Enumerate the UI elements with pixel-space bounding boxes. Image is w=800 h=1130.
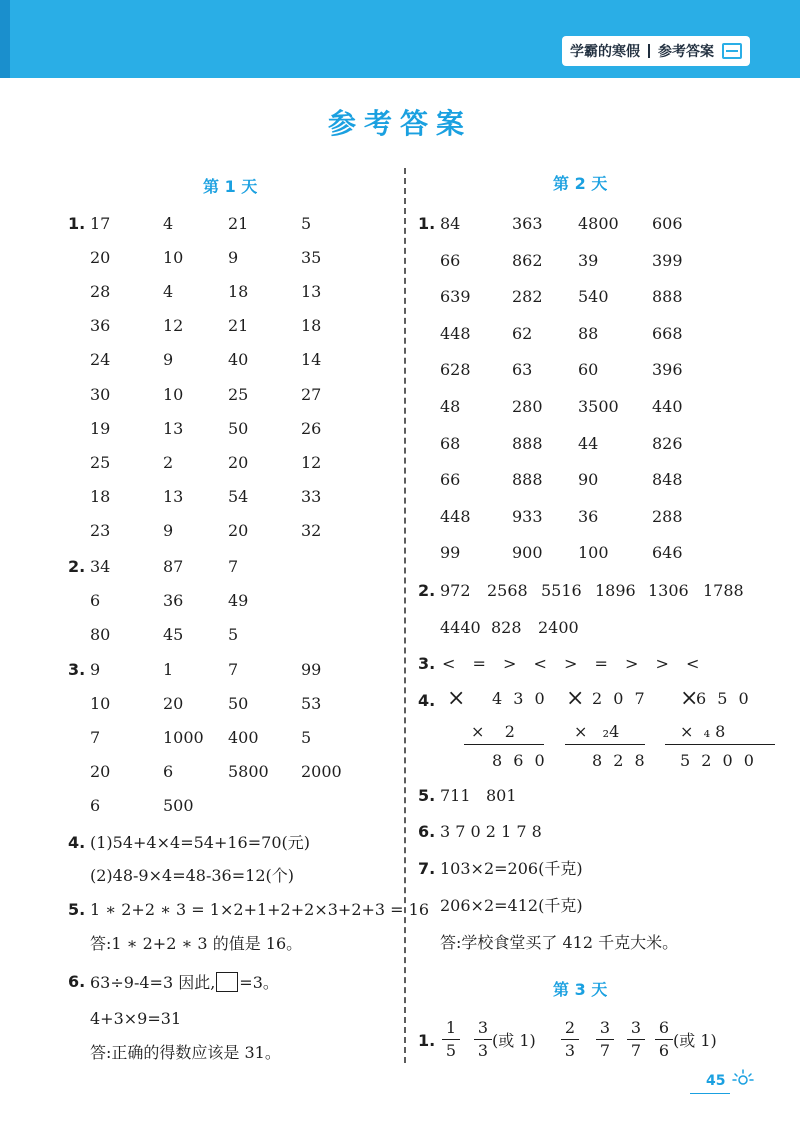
comparison-symbol: < <box>533 654 547 673</box>
day2-q1-cell: 63 <box>512 360 533 380</box>
calc-multiplier: × 2 <box>471 722 515 741</box>
fraction-note: (或 1) <box>492 1031 536 1050</box>
fraction-denominator: 7 <box>599 1041 611 1060</box>
day1-q1-cell: 12 <box>301 452 322 472</box>
day2-q1-cell: 900 <box>512 543 543 563</box>
day1-q3-cell: 400 <box>228 728 259 747</box>
day1-q1-cell: 4 <box>163 282 174 302</box>
day2-q2-value: 4440 <box>440 618 481 637</box>
day1-q1-cell: 28 <box>90 282 111 302</box>
day2-q1-cell: 280 <box>512 397 543 416</box>
day1-q5-line1: 1 ∗ 2+2 ∗ 3 = 1×2+1+2+2×3+2+3 = 16 <box>90 900 430 919</box>
day2-q1-cell: 888 <box>512 433 543 453</box>
day2-q1-cell: 888 <box>652 287 683 307</box>
day1-q1-cell: 17 <box>90 214 111 233</box>
fraction <box>627 1019 645 1060</box>
day1-q6-line1 <box>90 972 279 993</box>
day1-q3-cell: 6 <box>163 762 174 781</box>
day2-q5-value-1: 711 <box>440 786 471 805</box>
fraction-numerator: 3 <box>477 1018 489 1037</box>
fraction-numerator: 1 <box>445 1018 457 1037</box>
day1-q1-cell: 20 <box>228 520 249 540</box>
day1-q1-cell: 30 <box>90 384 111 404</box>
day2-q1-cell: 540 <box>578 287 609 307</box>
day3-title: 第 3 天 <box>553 980 608 999</box>
comparison-symbol: < <box>686 654 700 673</box>
day2-q1-cell: 646 <box>652 543 683 563</box>
day1-q3-cell: 20 <box>163 694 184 713</box>
calc-underline <box>464 744 544 745</box>
day1-q1-cell: 36 <box>90 316 111 336</box>
day1-q3-cell: 1000 <box>163 728 204 747</box>
calc-result: 8 2 8 <box>592 751 648 770</box>
day1-q1-cell: 20 <box>228 452 249 472</box>
day2-q7-number: 7. <box>418 859 436 878</box>
day1-q1-cell: 9 <box>163 520 174 540</box>
day1-q1-cell: 14 <box>301 350 322 370</box>
comparison-symbol: > <box>564 654 578 673</box>
day2-q7-line2: 206×2=412(千克) <box>440 896 583 915</box>
day1-q6-line2: 4+3×9=31 <box>90 1009 182 1028</box>
day1-q1-cell: 13 <box>301 282 322 302</box>
day1-q3-cell: 5 <box>301 728 312 747</box>
day1-q1-cell: 4 <box>163 214 174 233</box>
day2-q1-cell: 36 <box>578 506 599 526</box>
day1-q1-cell: 10 <box>163 384 184 404</box>
day1-q5-line2: 答:1 ∗ 2+2 ∗ 3 的值是 16。 <box>90 934 303 953</box>
day1-q1-cell: 10 <box>163 248 184 268</box>
day1-q1-cell: 54 <box>228 486 249 506</box>
day1-q1-cell: 13 <box>163 418 184 438</box>
day1-q1-cell: 50 <box>228 418 249 438</box>
day1-q1-cell: 24 <box>90 350 111 370</box>
page-number-underline <box>690 1093 730 1094</box>
day1-q3-cell: 50 <box>228 694 249 713</box>
day1-q6-line1-a: 63÷9-4=3 因此, <box>90 973 216 992</box>
day1-q2-number: 2. <box>68 557 86 576</box>
day2-q1-cell: 66 <box>440 250 461 270</box>
day2-q1-cell: 606 <box>652 214 683 233</box>
day2-q1-cell: 60 <box>578 360 599 380</box>
day1-q3-cell: 7 <box>228 660 239 679</box>
day2-q3-number: 3. <box>418 654 436 673</box>
day1-q2-cell: 6 <box>90 591 101 610</box>
comparison-symbol: = <box>594 654 608 673</box>
header-separator <box>648 44 650 58</box>
day1-q1-cell: 13 <box>163 486 184 506</box>
fraction-denominator: 6 <box>658 1041 670 1060</box>
day2-q1-cell: 68 <box>440 433 461 453</box>
page-title: 参考答案 <box>327 107 472 140</box>
day1-q3-cell: 9 <box>90 660 101 679</box>
fraction <box>596 1019 614 1060</box>
day2-q1-cell: 3500 <box>578 397 619 416</box>
day2-q1-cell: 440 <box>652 397 683 416</box>
calc-multiplier: × ₂4 <box>574 722 620 741</box>
fraction-numerator: 3 <box>599 1018 611 1037</box>
day1-q1-cell: 25 <box>90 452 111 472</box>
day2-q2-value: 828 <box>491 618 522 637</box>
day2-q5-number: 5. <box>418 786 436 805</box>
day2-q1-cell: 44 <box>578 433 599 453</box>
day1-q2-cell: 45 <box>163 625 184 644</box>
day1-q3-cell: 7 <box>90 728 101 747</box>
day1-q1-cell: 18 <box>228 282 249 302</box>
day1-q3-cell: 6 <box>90 796 101 815</box>
day1-q1-cell: 12 <box>163 316 184 336</box>
comparison-symbol: > <box>503 654 517 673</box>
fraction <box>442 1019 460 1060</box>
day1-q1-cell: 21 <box>228 316 249 336</box>
day1-q3-cell: 500 <box>163 796 194 815</box>
day1-q1-cell: 19 <box>90 418 111 438</box>
day1-q3-cell: 2000 <box>301 762 342 781</box>
day1-q1-cell: 35 <box>301 248 322 268</box>
day1-q1-cell: 2 <box>163 452 174 472</box>
calc-underline <box>565 744 645 745</box>
calc-multiplier: × ₄ 8 <box>680 722 726 741</box>
day2-q1-cell: 639 <box>440 287 471 307</box>
day2-q1-cell: 66 <box>440 470 461 490</box>
day2-q1-cell: 399 <box>652 250 683 270</box>
day2-q1-cell: 90 <box>578 470 599 490</box>
fraction-denominator: 3 <box>564 1041 576 1060</box>
fraction-numerator: 6 <box>658 1018 670 1037</box>
day1-q2-cell: 34 <box>90 557 111 576</box>
day1-q3-cell: 53 <box>301 694 322 713</box>
fraction <box>561 1019 579 1060</box>
day2-q5-value-2: 801 <box>486 786 517 805</box>
day1-q1-cell: 20 <box>90 248 111 268</box>
day2-q1-cell: 888 <box>512 470 543 490</box>
fraction-denominator: 5 <box>445 1041 457 1060</box>
day1-q1-number: 1. <box>68 214 86 233</box>
day2-q1-cell: 39 <box>578 250 599 270</box>
day2-q1-cell: 99 <box>440 543 461 563</box>
day2-q1-cell: 62 <box>512 323 533 343</box>
fraction-bar <box>442 1039 460 1040</box>
fraction-bar <box>627 1039 645 1040</box>
day2-q7-line3: 答:学校食堂买了 412 千克大米。 <box>440 933 679 952</box>
comparison-symbol: > <box>655 654 669 673</box>
day1-q3-cell: 99 <box>301 660 322 679</box>
day2-q6-number: 6. <box>418 822 436 841</box>
answer-blank-box <box>216 972 238 992</box>
day2-q1-cell: 448 <box>440 506 471 526</box>
day1-q3-cell: 5800 <box>228 762 269 781</box>
calc-multiplicand: 4 3 0 <box>492 689 548 708</box>
section-title: 参考答案 <box>658 44 714 60</box>
cross-mark-icon: × <box>447 686 466 711</box>
calc-multiplicand: 6 5 0 <box>696 689 752 708</box>
day1-q1-cell: 33 <box>301 486 322 506</box>
day1-q2-cell: 5 <box>228 625 239 644</box>
book-icon <box>722 43 742 59</box>
day1-q4-number: 4. <box>68 833 86 852</box>
day1-q1-cell: 40 <box>228 350 249 370</box>
comparison-symbol: < <box>442 654 456 673</box>
day1-q1-cell: 32 <box>301 520 322 540</box>
sun-icon <box>732 1068 754 1090</box>
day1-q6-number: 6. <box>68 972 86 991</box>
day2-q2-value: 1896 <box>595 581 636 600</box>
comparison-symbol: > <box>625 654 639 673</box>
day2-q4-number: 4. <box>418 691 436 710</box>
fraction-note: (或 1) <box>673 1031 717 1050</box>
day2-q1-cell: 933 <box>512 506 543 526</box>
day1-q1-cell: 25 <box>228 384 249 404</box>
header-band-edge <box>0 0 10 78</box>
fraction-bar <box>596 1039 614 1040</box>
day1-q6-line3: 答:正确的得数应该是 31。 <box>90 1043 281 1062</box>
day3-q1-number: 1. <box>418 1031 436 1050</box>
day2-title: 第 2 天 <box>553 174 608 193</box>
day1-q1-cell: 23 <box>90 520 111 540</box>
fraction-bar <box>474 1039 492 1040</box>
day1-q1-cell: 18 <box>301 316 322 336</box>
day2-q1-cell: 848 <box>652 470 683 490</box>
day2-q2-number: 2. <box>418 581 436 600</box>
day1-q4-line2: (2)48-9×4=48-36=12(个) <box>90 866 294 885</box>
day1-q2-cell: 49 <box>228 591 249 610</box>
fraction <box>474 1019 492 1060</box>
cross-mark-icon: × <box>566 686 585 711</box>
day2-q1-cell: 363 <box>512 214 543 233</box>
calc-underline <box>665 744 775 745</box>
calc-result: 5 2 0 0 <box>680 751 757 770</box>
fraction <box>655 1019 673 1060</box>
header-tab <box>562 36 750 66</box>
day2-q1-cell: 100 <box>578 543 609 563</box>
day1-title: 第 1 天 <box>203 177 258 196</box>
day2-q2-value: 1788 <box>703 581 744 600</box>
day1-q3-cell: 10 <box>90 694 111 713</box>
day2-q2-value: 2400 <box>538 618 579 637</box>
day1-q1-cell: 27 <box>301 384 322 404</box>
day1-q3-cell: 20 <box>90 762 111 781</box>
day2-q2-value: 1306 <box>648 581 689 600</box>
comparison-symbol: = <box>472 654 486 673</box>
day1-q1-cell: 9 <box>228 248 239 268</box>
day1-q1-cell: 5 <box>301 214 312 233</box>
day2-q2-value: 5516 <box>541 581 582 600</box>
day1-q4-line1: (1)54+4×4=54+16=70(元) <box>90 833 310 852</box>
day1-q3-number: 3. <box>68 660 86 679</box>
day2-q1-cell: 668 <box>652 323 683 343</box>
day1-q2-cell: 87 <box>163 557 184 576</box>
day1-q2-cell: 36 <box>163 591 184 610</box>
page-number: 45 <box>706 1073 726 1089</box>
calc-multiplicand: 2 0 7 <box>592 689 648 708</box>
day2-q1-cell: 826 <box>652 433 683 453</box>
day2-q1-cell: 48 <box>440 397 461 416</box>
day2-q1-cell: 628 <box>440 360 471 380</box>
day1-q5-number: 5. <box>68 900 86 919</box>
day2-q1-cell: 862 <box>512 250 543 270</box>
day1-q2-cell: 80 <box>90 625 111 644</box>
day2-q1-cell: 396 <box>652 360 683 380</box>
cross-mark-icon: × <box>680 686 699 711</box>
calc-result: 8 6 0 <box>492 751 548 770</box>
day2-q1-cell: 288 <box>652 506 683 526</box>
day2-q2-value: 2568 <box>487 581 528 600</box>
day1-q2-cell: 7 <box>228 557 239 576</box>
fraction-bar <box>561 1039 579 1040</box>
day1-q6-line1-b: =3。 <box>239 973 279 992</box>
day2-q1-number: 1. <box>418 214 436 233</box>
day2-q1-cell: 4800 <box>578 214 619 233</box>
column-divider <box>404 168 406 1063</box>
day2-q1-cell: 88 <box>578 323 599 343</box>
fraction-numerator: 2 <box>564 1018 576 1037</box>
day1-q1-cell: 9 <box>163 350 174 370</box>
day2-q1-cell: 84 <box>440 214 461 233</box>
day2-q7-line1: 103×2=206(千克) <box>440 859 583 878</box>
day2-q6-text: 3 7 0 2 1 7 8 <box>440 822 542 841</box>
day1-q3-cell: 1 <box>163 660 174 679</box>
day2-q1-cell: 282 <box>512 287 543 307</box>
fraction-bar <box>655 1039 673 1040</box>
day2-q2-value: 972 <box>440 581 471 600</box>
day2-q1-cell: 448 <box>440 323 471 343</box>
fraction-numerator: 3 <box>630 1018 642 1037</box>
book-title: 学霸的寒假 <box>570 44 640 60</box>
fraction-denominator: 3 <box>477 1041 489 1060</box>
fraction-denominator: 7 <box>630 1041 642 1060</box>
day1-q1-cell: 18 <box>90 486 111 506</box>
day1-q1-cell: 21 <box>228 214 249 233</box>
day1-q1-cell: 26 <box>301 418 322 438</box>
